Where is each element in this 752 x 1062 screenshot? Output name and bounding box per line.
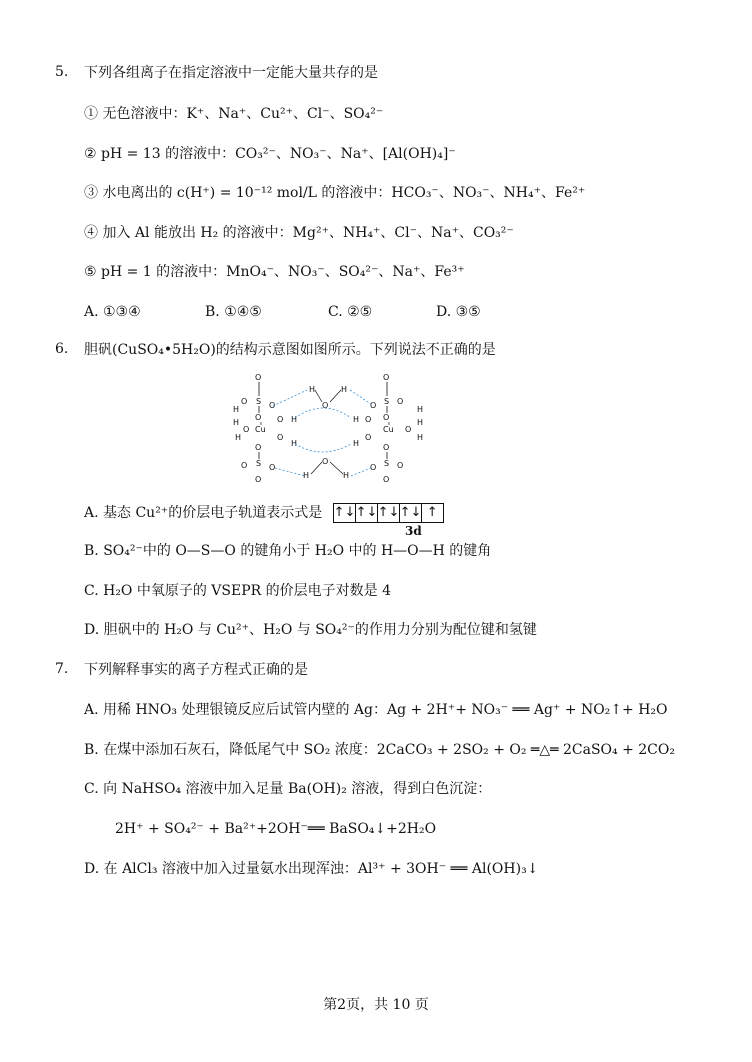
q5-item-3: ③ 水电离出的 c(H⁺) = 10⁻¹² mol/L 的溶液中：HCO₃⁻、NO₃⁻、NH₄⁺、Fe²⁺ [84, 185, 586, 201]
svg-text:O: O [269, 401, 276, 410]
q6-option-d: D. 胆矾中的 H₂O 与 Cu²⁺、H₂O 与 SO₄²⁻的作用力分别为配位键和氢键 [84, 622, 537, 638]
orbital-box: ↑↓ [377, 505, 400, 520]
svg-text:O: O [243, 425, 250, 434]
svg-text:H: H [233, 418, 240, 427]
svg-text:Cu: Cu [383, 425, 394, 434]
svg-text:O: O [405, 425, 412, 434]
q7-option-c-equation: 2H⁺ + SO₄²⁻ + Ba²⁺+2OH⁻══ BaSO₄↓+2H₂O [115, 821, 437, 837]
q6-option-a [84, 503, 444, 523]
q5-option-c: C. ②⑤ [328, 304, 373, 320]
q6-number: 6. [55, 341, 69, 357]
svg-text:O: O [383, 443, 390, 452]
q5-option-d: D. ③⑤ [436, 304, 481, 320]
svg-text:S: S [384, 459, 390, 468]
q5-item-5: ⑤ pH = 1 的溶液中：MnO₄⁻、NO₃⁻、SO₄²⁻、Na⁺、Fe³⁺ [84, 264, 465, 280]
q7-stem: 下列解释事实的离子方程式正确的是 [84, 662, 308, 678]
orbital-box: ↑↓ [333, 505, 356, 520]
svg-text:O: O [383, 373, 390, 382]
q6-stem: 胆矾(CuSO₄•5H₂O)的结构示意图如图所示。下列说法不正确的是 [84, 342, 496, 358]
page-footer: 第2页，共 10 页 [323, 997, 429, 1013]
svg-text:O: O [365, 415, 372, 424]
svg-text:H: H [341, 385, 348, 394]
q5-item-4: ④ 加入 Al 能放出 H₂ 的溶液中：Mg²⁺、NH₄⁺、Cl⁻、Na⁺、CO₃²⁻ [84, 225, 514, 241]
svg-text:O: O [370, 401, 377, 410]
q5-item-1: ① 无色溶液中：K⁺、Na⁺、Cu²⁺、Cl⁻、SO₄²⁻ [84, 106, 384, 122]
q5-option-a: A. ①③④ [84, 304, 141, 320]
atom-cu: Cu [255, 425, 266, 434]
svg-text:H: H [235, 433, 242, 442]
q5-option-b: B. ①④⑤ [205, 304, 262, 320]
svg-text:H: H [417, 433, 424, 442]
svg-text:H: H [353, 439, 360, 448]
svg-text:O: O [277, 433, 284, 442]
svg-text:O: O [370, 463, 377, 472]
orbital-box: ↑↓ [355, 505, 378, 520]
svg-text:O: O [269, 463, 276, 472]
svg-text:O: O [277, 415, 284, 424]
orbital-label: 3d [405, 524, 422, 538]
q7-number: 7. [55, 661, 69, 677]
svg-text:O: O [255, 443, 262, 452]
svg-text:H: H [233, 405, 240, 414]
q6-option-a-text: A. 基态 Cu²⁺的价层电子轨道表示式是 [84, 505, 323, 521]
orbital-box: ↑↓ [399, 505, 422, 520]
q7-option-c: C. 向 NaHSO₄ 溶液中加入足量 Ba(OH)₂ 溶液，得到白色沉淀： [84, 781, 492, 797]
atom-s: S [256, 397, 262, 406]
svg-text:O: O [241, 397, 248, 406]
svg-text:H: H [291, 415, 298, 424]
q7-option-a: A. 用稀 HNO₃ 处理银镜反应后试管内壁的 Ag：Ag + 2H⁺+ NO₃⁻ ══ Ag⁺ + NO₂↑+ H₂O [84, 702, 668, 718]
svg-text:O: O [322, 457, 329, 466]
svg-text:O: O [255, 475, 262, 484]
q6-option-c: C. H₂O 中氧原子的 VSEPR 的价层电子对数是 4 [84, 583, 392, 599]
q7-option-d: D. 在 AlCl₃ 溶液中加入过量氨水出现浑浊：Al³⁺ + 3OH⁻ ══ Al(OH)₃↓ [84, 861, 539, 877]
svg-text:H: H [343, 471, 350, 480]
svg-text:O: O [241, 461, 248, 470]
atom-o: O [255, 373, 262, 382]
cuso4-structure-figure [225, 370, 435, 485]
svg-text:O: O [255, 413, 262, 422]
q6-option-b: B. SO₄²⁻中的 O—S—O 的键角小于 H₂O 中的 H—O—H 的键角 [84, 543, 492, 559]
q5-item-2: ② pH = 13 的溶液中：CO₃²⁻、NO₃⁻、Na⁺、[Al(OH)₄]⁻ [84, 146, 456, 162]
svg-text:O: O [397, 461, 404, 470]
q5-stem: 下列各组离子在指定溶液中一定能大量共存的是 [84, 65, 378, 81]
svg-text:O: O [322, 401, 329, 410]
svg-text:S: S [256, 459, 262, 468]
svg-text:H: H [417, 418, 424, 427]
svg-text:O: O [365, 433, 372, 442]
svg-text:O: O [383, 413, 390, 422]
svg-text:H: H [309, 385, 316, 394]
svg-text:S: S [384, 397, 390, 406]
svg-text:H: H [353, 415, 360, 424]
svg-text:O: O [397, 397, 404, 406]
svg-text:H: H [303, 471, 310, 480]
orbital-diagram [333, 503, 444, 523]
q5-number: 5. [55, 64, 69, 80]
svg-text:H: H [417, 405, 424, 414]
svg-text:O: O [383, 475, 390, 484]
svg-text:H: H [291, 439, 298, 448]
q7-option-b: B. 在煤中添加石灰石，降低尾气中 SO₂ 浓度：2CaCO₃ + 2SO₂ + O₂ ═△═ 2CaSO₄ + 2CO₂ [84, 742, 675, 758]
orbital-box: ↑ [426, 505, 438, 520]
